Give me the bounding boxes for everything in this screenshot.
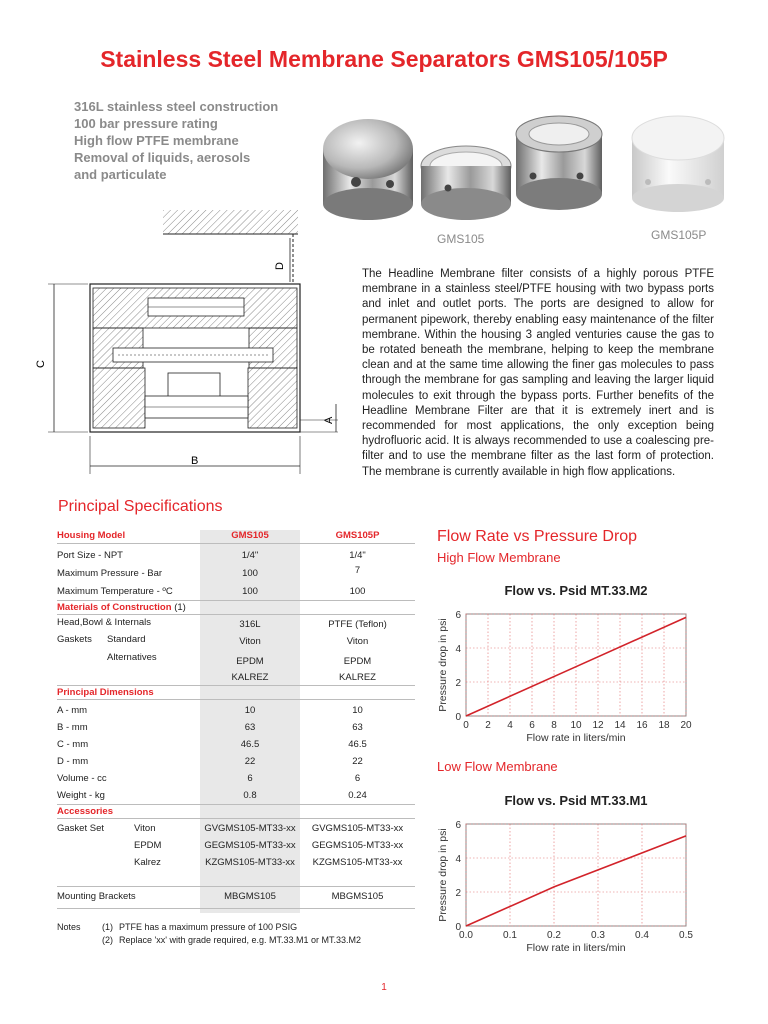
x-tick-label: 18 [658,720,670,731]
gms105-label: GMS105 [437,232,485,246]
high-flow-label: High Flow Membrane [437,550,561,565]
table-row: Maximum Temperature - ºC 100 100 [57,586,366,597]
table-row: B - mm 63 63 [57,722,363,733]
feature-item: 316L stainless steel construction [74,99,279,114]
table-row: Kalrez KZGMS105-MT33-xx KZGMS105-MT33-xx [134,857,403,868]
low-flow-label: Low Flow Membrane [437,759,558,774]
chart-title: Flow vs. Psid MT.33.M2 [504,583,648,598]
flow-chart-high [432,578,704,754]
y-tick-label: 0 [455,712,461,723]
dim-a-label: A [323,416,335,424]
table-row: Gasket Set Viton GVGMS105-MT33-xx GVGMS105-MT33-xx [57,823,404,834]
feature-item: High flow PTFE membrane [74,133,239,148]
y-tick-label: 2 [455,888,461,899]
x-tick-label: 4 [507,720,513,731]
x-tick-label: 0 [463,720,469,731]
y-tick-label: 4 [455,854,461,865]
table-row: D - mm 22 22 [57,756,363,767]
table-row: Port Size - NPT 1/4" 1/4" [57,550,366,561]
y-tick-label: 6 [455,820,461,831]
x-tick-label: 12 [592,720,604,731]
x-tick-label: 0.2 [547,930,561,941]
dim-d-label: D [274,262,286,270]
x-tick-label: 6 [529,720,535,731]
page-number: 1 [381,982,387,993]
table-row: Weight - kg 0.8 0.24 [57,790,367,801]
flow-heading: Flow Rate vs Pressure Drop [437,528,638,545]
note-item: PTFE has a maximum pressure of 100 PSIG [119,922,298,932]
spec-table [57,530,415,920]
x-tick-label: 0.5 [679,930,693,941]
x-tick-label: 0.1 [503,930,517,941]
dimensions-section-title: Principal Dimensions [57,687,154,698]
x-tick-label: 8 [551,720,557,731]
y-tick-label: 2 [455,678,461,689]
technical-drawing [35,208,358,478]
x-axis-label: Flow rate in liters/min [526,732,626,744]
table-row: A - mm 10 10 [57,705,363,716]
table-row: C - mm 46.5 46.5 [57,739,367,750]
x-tick-label: 20 [680,720,692,731]
x-tick-label: 0.0 [459,930,473,941]
materials-section-title: Materials of Construction (1) [57,602,186,613]
mounting-wall [163,210,298,234]
page-title: Stainless Steel Membrane Separators GMS105/105P [100,46,668,72]
x-tick-label: 0.4 [635,930,649,941]
feature-list [74,98,278,183]
x-tick-label: 10 [570,720,582,731]
gms105-product-photo [318,104,618,234]
spec-header-row: Housing Model GMS105 GMS105P [57,530,380,541]
table-row: Mounting Brackets MBGMS105 MBGMS105 [57,891,384,902]
x-axis-label: Flow rate in liters/min [526,942,626,954]
notes-label: Notes [57,922,81,932]
table-row: Volume - cc 6 6 [57,773,361,784]
feature-item: Removal of liquids, aerosols [74,150,251,165]
gms105p-product-photo [628,112,728,216]
gms105p-label: GMS105P [651,228,707,242]
chart-title: Flow vs. Psid MT.33.M1 [504,793,648,808]
x-tick-label: 14 [614,720,626,731]
table-row: EPDM GEGMS105-MT33-xx GEGMS105-MT33-xx [134,840,404,851]
feature-item: 100 bar pressure rating [74,116,218,131]
flow-chart-low [432,788,704,964]
table-row: Gaskets Standard Viton Viton [57,634,369,647]
note-item: Replace 'xx' with grade required, e.g. MT.33.M1 or MT.33.M2 [119,935,362,945]
x-tick-label: 2 [485,720,491,731]
feature-item: and particulate [74,167,167,182]
y-tick-label: 0 [455,922,461,933]
x-tick-label: 0.3 [591,930,605,941]
y-axis-label: Pressure drop in psi [437,618,449,712]
dim-b-label: B [191,455,199,467]
y-tick-label: 4 [455,644,461,655]
y-tick-label: 6 [455,610,461,621]
description-paragraph: The Headline Membrane filter consists of a highly porous PTFE membrane in a stainless steel/PTFE housing with two bypass ports and inlet and outlet ports. The ports are designed to allow for permanent pipework, thereby enabling easy maintenance of the filter membrane. Within the housing 3 angled venturies cause the gas to be rotated beneath the membrane, helping to keep the membrane clean and at the same time allowing the finer gas molecules to pass through the membrane for gas sampling and leaving the larger liquid molecules to exit through the bypass ports. Further benefits of the Headline Membrane Filter are that it is extremely inert and is recommended for most applications, the only exception being hydrofluoric acid. It is always recommended to use a coalescing pre-filter and to use the membrane filter as the last form of protection. The membrane is currently available in high flow applications. [362,268,714,478]
accessories-section-title: Accessories [57,806,113,817]
table-row: Head,Bowl & Internals 316L PTFE (Teflon) [57,617,387,630]
dim-c-label: C [35,360,47,368]
table-row: KALREZ KALREZ [231,672,376,683]
table-row: Alternatives EPDM EPDM [107,652,372,667]
table-row: Maximum Pressure - Bar 100 7 [57,565,361,579]
y-axis-label: Pressure drop in psi [437,828,449,922]
spec-heading: Principal Specifications [58,498,223,515]
x-tick-label: 16 [636,720,648,731]
